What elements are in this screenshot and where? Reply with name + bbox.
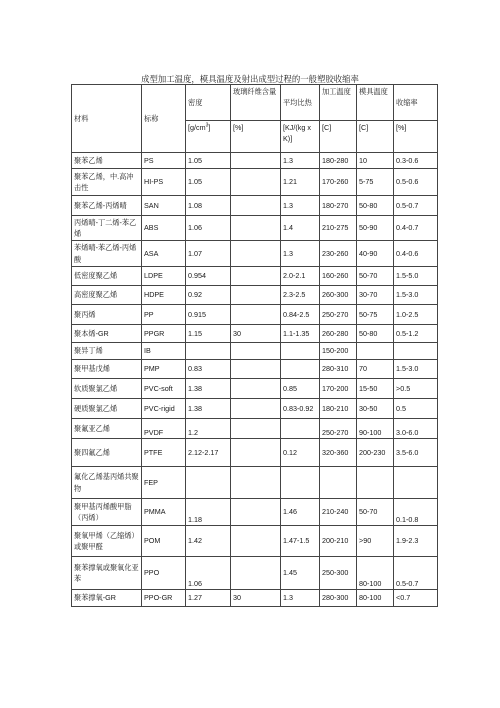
cell-density: 1.18: [186, 499, 231, 526]
cell-process: 160-260: [320, 267, 357, 286]
cell-abbr: PPO: [142, 557, 186, 590]
cell-mold: 40-90: [357, 241, 394, 267]
cell-abbr: HI-PS: [142, 169, 186, 196]
cell-shrink: [394, 343, 438, 360]
unit-glass: [%]: [231, 121, 281, 153]
cell-density: 1.42: [186, 526, 231, 557]
cell-heat: 1.47-1.5: [281, 526, 320, 557]
cell-heat: 1.3: [281, 590, 320, 607]
cell-heat: [281, 467, 320, 499]
cell-mold: 80-100: [357, 590, 394, 607]
table-row: [72, 557, 438, 590]
cell-shrink: 1.5-3.0: [394, 286, 438, 305]
header-shrinkage: 收缩率: [394, 85, 438, 121]
cell-shrink: 0.4-0.7: [394, 216, 438, 241]
cell-process: 320-360: [320, 439, 357, 467]
cell-glass: [231, 305, 281, 325]
cell-shrink: 0.5-0.7: [394, 557, 438, 590]
cell-abbr: FEP: [142, 467, 186, 499]
cell-material: 聚氟亚乙烯: [72, 419, 142, 439]
unit-process-temp: [C]: [320, 121, 357, 153]
cell-process: 150-200: [320, 343, 357, 360]
header-density: 密度: [186, 85, 231, 121]
cell-material: 聚苯乙烯: [72, 153, 142, 169]
cell-density: 0.92: [186, 286, 231, 305]
cell-mold: 30-70: [357, 286, 394, 305]
cell-glass: [231, 379, 281, 399]
cell-shrink: 3.5-6.0: [394, 439, 438, 467]
cell-glass: [231, 169, 281, 196]
table-title: 成型加工温度，模具温度及射出成型过程的一般塑胶收缩率: [141, 74, 359, 84]
cell-density: 1.38: [186, 379, 231, 399]
cell-material: 低密度聚乙烯: [72, 267, 142, 286]
cell-abbr: PMP: [142, 360, 186, 379]
header-glass: 玻璃纤维含量: [231, 85, 281, 121]
table-row: [72, 419, 438, 439]
cell-heat: 1.3: [281, 196, 320, 216]
cell-glass: 30: [231, 325, 281, 343]
cell-process: 210-240: [320, 499, 357, 526]
table-row: [72, 439, 438, 467]
cell-mold: [357, 467, 394, 499]
cell-mold: 15-50: [357, 379, 394, 399]
cell-abbr: HDPE: [142, 286, 186, 305]
table-row: [72, 241, 438, 267]
cell-density: 1.27: [186, 590, 231, 607]
cell-mold: 80-100: [357, 557, 394, 590]
table-row: [72, 286, 438, 305]
cell-material: 聚甲基丙烯酸甲脂（丙烯）: [72, 499, 142, 526]
header-row: [72, 85, 438, 121]
cell-abbr: LDPE: [142, 267, 186, 286]
cell-mold: 50-70: [357, 267, 394, 286]
cell-mold: 50-80: [357, 325, 394, 343]
table-row: [72, 169, 438, 196]
cell-heat: 1.21: [281, 169, 320, 196]
cell-process: 260-300: [320, 286, 357, 305]
cell-mold: 50-80: [357, 196, 394, 216]
cell-density: 0.83: [186, 360, 231, 379]
cell-density: [186, 467, 231, 499]
table-row: [72, 343, 438, 360]
cell-material: 聚甲基戊烯: [72, 360, 142, 379]
cell-abbr: SAN: [142, 196, 186, 216]
cell-heat: [281, 360, 320, 379]
cell-density: 1.08: [186, 196, 231, 216]
cell-mold: 200-230: [357, 439, 394, 467]
plastics-table: [71, 84, 438, 607]
cell-density: 0.954: [186, 267, 231, 286]
table-row: [72, 590, 438, 607]
cell-mold: >90: [357, 526, 394, 557]
cell-process: 250-270: [320, 305, 357, 325]
cell-material: 氟化乙烯基丙烯共聚物: [72, 467, 142, 499]
unit-specific-heat: [KJ/(kg x K)]: [281, 121, 320, 153]
cell-material: 高密度聚乙烯: [72, 286, 142, 305]
cell-process: 250-270: [320, 419, 357, 439]
cell-material: 聚苯乙烯-丙烯晴: [72, 196, 142, 216]
cell-heat: 1.1-1.35: [281, 325, 320, 343]
cell-abbr: ABS: [142, 216, 186, 241]
cell-abbr: POM: [142, 526, 186, 557]
cell-heat: 1.45: [281, 557, 320, 590]
cell-glass: [231, 557, 281, 590]
cell-glass: [231, 196, 281, 216]
cell-mold: 50-75: [357, 305, 394, 325]
cell-mold: 5-75: [357, 169, 394, 196]
table-row: [72, 360, 438, 379]
cell-heat: 1.3: [281, 241, 320, 267]
table-row: [72, 379, 438, 399]
cell-abbr: PVC-rigid: [142, 399, 186, 419]
cell-material: 聚氧甲烯（乙缩烯）或聚甲醛: [72, 526, 142, 557]
unit-density-text: [g/cm: [188, 123, 206, 132]
cell-shrink: 0.3-0.6: [394, 153, 438, 169]
cell-abbr: PPGR: [142, 325, 186, 343]
cell-material: 苯烯晴-苯乙烯-丙烯酸: [72, 241, 142, 267]
cell-process: 170-260: [320, 169, 357, 196]
cell-heat: 0.84-2.5: [281, 305, 320, 325]
cell-heat: 0.85: [281, 379, 320, 399]
table-row: [72, 325, 438, 343]
cell-material: 聚四氟乙烯: [72, 439, 142, 467]
cell-mold: 50-90: [357, 216, 394, 241]
cell-glass: [231, 216, 281, 241]
table-body: [72, 85, 438, 607]
cell-material: 丙烯晴-丁二烯-苯乙烯: [72, 216, 142, 241]
table-row: [72, 467, 438, 499]
cell-process: 180-210: [320, 399, 357, 419]
table-row: [72, 399, 438, 419]
cell-heat: 2.0-2.1: [281, 267, 320, 286]
cell-glass: 30: [231, 590, 281, 607]
cell-density: 2.12-2.17: [186, 439, 231, 467]
cell-glass: [231, 153, 281, 169]
cell-process: 260-280: [320, 325, 357, 343]
unit-density-end: ]: [208, 123, 211, 132]
cell-shrink: [394, 467, 438, 499]
cell-material: 聚丙烯: [72, 305, 142, 325]
cell-shrink: 1.0-2.5: [394, 305, 438, 325]
cell-process: 280-310: [320, 360, 357, 379]
cell-density: 0.915: [186, 305, 231, 325]
cell-abbr: PPO-GR: [142, 590, 186, 607]
cell-heat: [281, 343, 320, 360]
cell-shrink: 0.5: [394, 399, 438, 419]
cell-density: 1.38: [186, 399, 231, 419]
table-row: [72, 526, 438, 557]
cell-density: [186, 343, 231, 360]
cell-abbr: PP: [142, 305, 186, 325]
cell-material: 聚异丁烯: [72, 343, 142, 360]
cell-shrink: 1.5-5.0: [394, 267, 438, 286]
header-abbr: 标称: [142, 85, 186, 153]
cell-glass: [231, 526, 281, 557]
cell-mold: 50-70: [357, 499, 394, 526]
cell-mold: 90-100: [357, 419, 394, 439]
cell-abbr: PVC-soft: [142, 379, 186, 399]
cell-glass: [231, 267, 281, 286]
cell-process: 210-275: [320, 216, 357, 241]
cell-shrink: 0.5-1.2: [394, 325, 438, 343]
cell-abbr: PS: [142, 153, 186, 169]
cell-process: 180-280: [320, 153, 357, 169]
cell-heat: 1.4: [281, 216, 320, 241]
cell-density: 1.06: [186, 557, 231, 590]
header-mold-temp: 模具温度: [357, 85, 394, 121]
cell-density: 1.07: [186, 241, 231, 267]
cell-shrink: 3.0-6.0: [394, 419, 438, 439]
cell-process: 230-260: [320, 241, 357, 267]
cell-shrink: 0.5-0.6: [394, 169, 438, 196]
cell-abbr: PMMA: [142, 499, 186, 526]
cell-heat: 0.83-0.92: [281, 399, 320, 419]
cell-shrink: 1.5-3.0: [394, 360, 438, 379]
cell-glass: [231, 399, 281, 419]
cell-process: 250-300: [320, 557, 357, 590]
unit-shrinkage: [%]: [394, 121, 438, 153]
cell-process: [320, 467, 357, 499]
cell-density: 1.06: [186, 216, 231, 241]
cell-glass: [231, 467, 281, 499]
cell-mold: 70: [357, 360, 394, 379]
cell-glass: [231, 343, 281, 360]
cell-heat: 2.3-2.5: [281, 286, 320, 305]
cell-abbr: PVDF: [142, 419, 186, 439]
cell-material: 聚苯乙烯，中.高冲击性: [72, 169, 142, 196]
cell-mold: 10: [357, 153, 394, 169]
cell-mold: 30-50: [357, 399, 394, 419]
cell-process: 200-210: [320, 526, 357, 557]
cell-glass: [231, 439, 281, 467]
cell-abbr: ASA: [142, 241, 186, 267]
table-row: [72, 499, 438, 526]
table-row: [72, 216, 438, 241]
cell-abbr: PTFE: [142, 439, 186, 467]
cell-shrink: 1.9-2.3: [394, 526, 438, 557]
cell-shrink: <0.7: [394, 590, 438, 607]
cell-heat: 1.3: [281, 153, 320, 169]
cell-glass: [231, 499, 281, 526]
cell-heat: 1.46: [281, 499, 320, 526]
table-row: [72, 196, 438, 216]
cell-material: 聚苯撑氧-GR: [72, 590, 142, 607]
cell-glass: [231, 360, 281, 379]
cell-heat: [281, 419, 320, 439]
unit-density-sup: 3: [205, 122, 209, 129]
cell-glass: [231, 419, 281, 439]
cell-density: 1.05: [186, 153, 231, 169]
cell-glass: [231, 286, 281, 305]
cell-shrink: 0.4-0.6: [394, 241, 438, 267]
cell-material: 聚苯撑氧或聚氧化亚苯: [72, 557, 142, 590]
cell-process: 180-270: [320, 196, 357, 216]
cell-shrink: 0.5-0.7: [394, 196, 438, 216]
header-process-temp: 加工温度: [320, 85, 357, 121]
cell-glass: [231, 241, 281, 267]
table-row: [72, 153, 438, 169]
cell-material: 硬质聚氯乙烯: [72, 399, 142, 419]
cell-process: 280-300: [320, 590, 357, 607]
table-row: [72, 305, 438, 325]
header-material: 材料: [72, 85, 142, 153]
unit-mold-temp: [C]: [357, 121, 394, 153]
cell-density: 1.2: [186, 419, 231, 439]
unit-density: [186, 121, 231, 153]
header-specific-heat: 平均比热: [281, 85, 320, 121]
cell-material: 软质聚氯乙烯: [72, 379, 142, 399]
table-row: [72, 267, 438, 286]
cell-material: 聚本烯-GR: [72, 325, 142, 343]
cell-shrink: 0.1-0.8: [394, 499, 438, 526]
cell-density: 1.05: [186, 169, 231, 196]
cell-process: 170-200: [320, 379, 357, 399]
cell-heat: 0.12: [281, 439, 320, 467]
cell-mold: [357, 343, 394, 360]
cell-abbr: IB: [142, 343, 186, 360]
cell-shrink: >0.5: [394, 379, 438, 399]
cell-density: 1.15: [186, 325, 231, 343]
